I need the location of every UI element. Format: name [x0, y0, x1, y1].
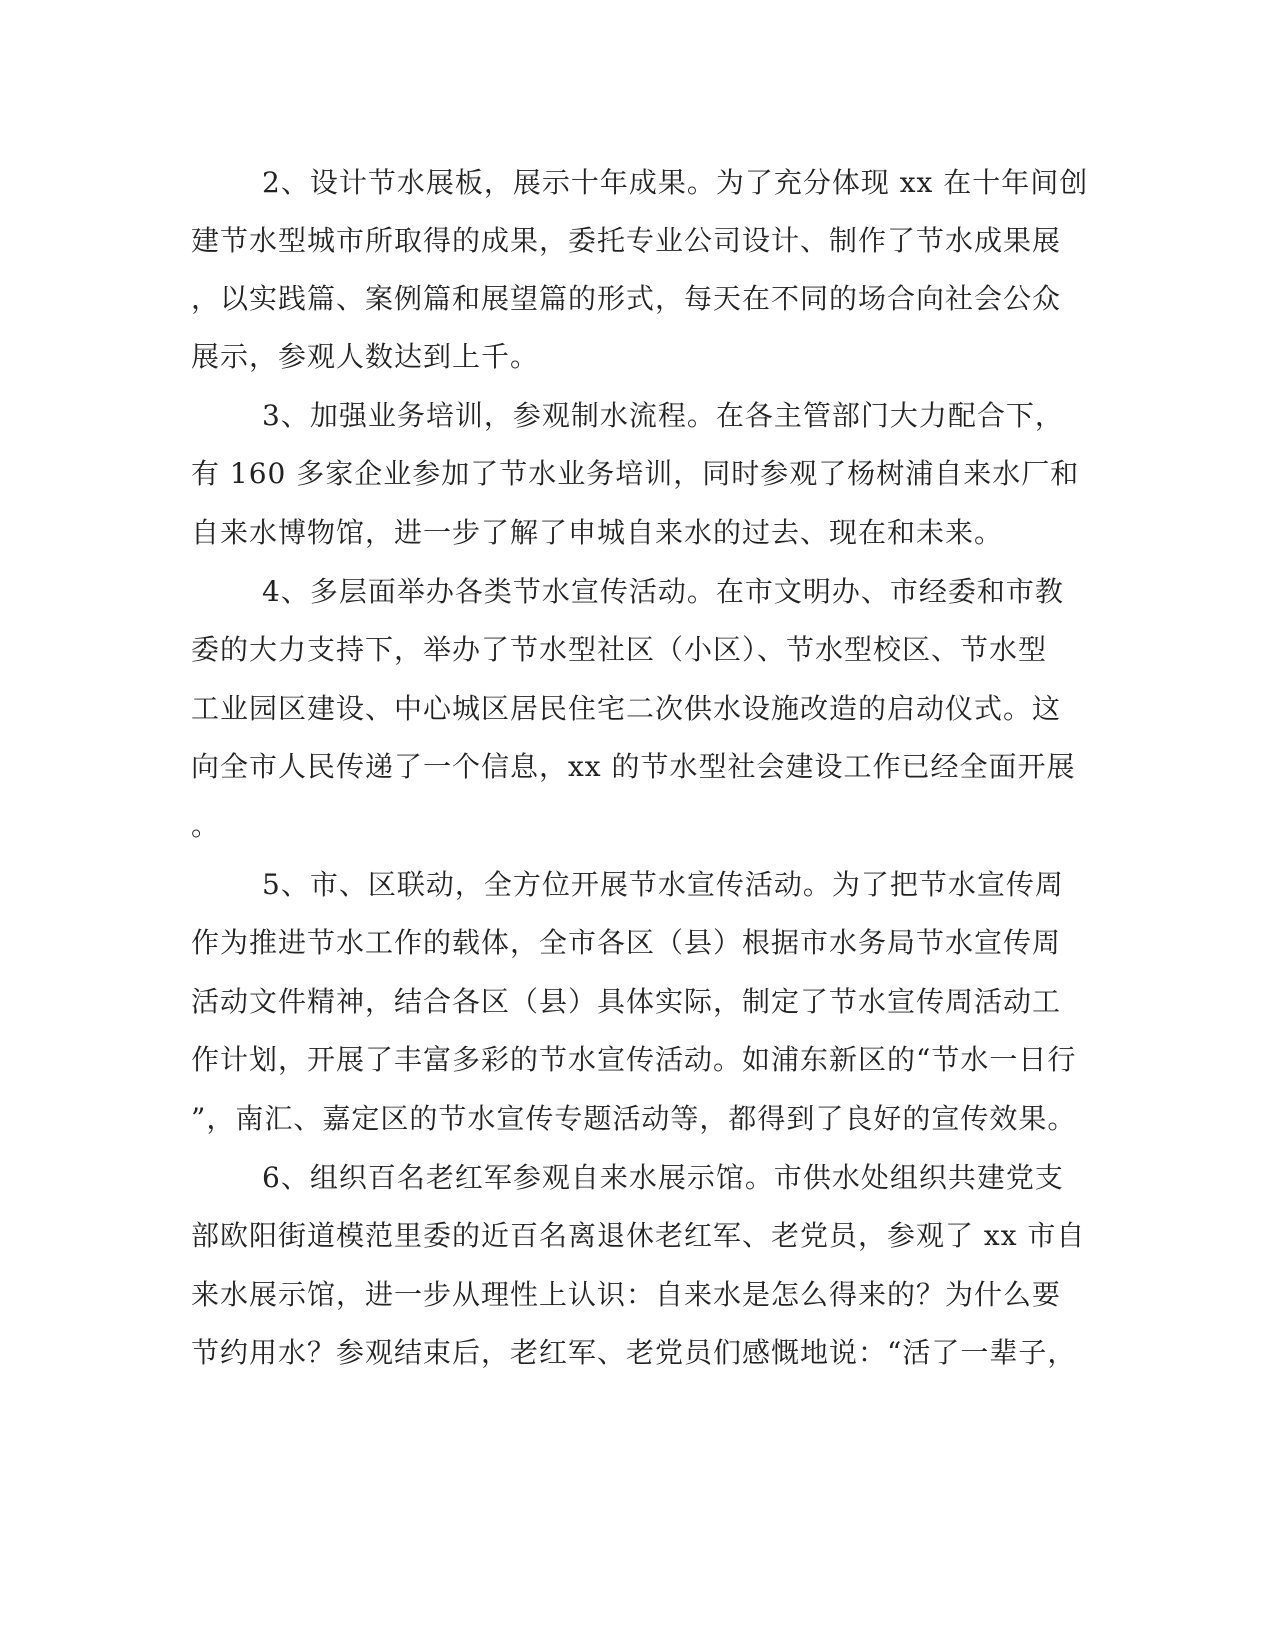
- paragraph-6-line-4: 节约用水？参观结束后，老红军、老党员们感慨地说：“活了一辈子，: [191, 1336, 1077, 1369]
- paragraph-5-line-3: 活动文件精神，结合各区（县）具体实际，制定了节水宣传周活动工: [191, 985, 1062, 1018]
- paragraph-3-line-1: 3、加强业务培训，参观制水流程。在各主管部门大力配合下，: [262, 399, 1064, 432]
- paragraph-4-line-2: 委的大力支持下，举办了节水型社区（小区）、节水型校区、节水型: [191, 633, 1048, 666]
- paragraph-6-line-2: 部欧阳街道模范里委的近百名离退休老红军、老党员，参观了 xx 市自: [191, 1219, 1086, 1252]
- paragraph-5-line-1: 5、市、区联动，全方位开展节水宣传活动。为了把节水宣传周: [262, 868, 1064, 901]
- paragraph-5-line-2: 作为推进节水工作的载体，全市各区（县）根据市水务局节水宣传周: [191, 926, 1062, 959]
- paragraph-3-line-2: 有 160 多家企业参加了节水业务培训，同时参观了杨树浦自来水厂和: [191, 457, 1080, 490]
- paragraph-2-line-3: ，以实践篇、案例篇和展望篇的形式，每天在不同的场合向社会公众: [191, 282, 1062, 315]
- paragraph-3-line-3: 自来水博物馆，进一步了解了申城自来水的过去、现在和未来。: [191, 516, 1004, 549]
- paragraph-4-line-1: 4、多层面举办各类节水宣传活动。在市文明办、市经委和市教: [262, 575, 1064, 608]
- paragraph-2-line-4: 展示，参观人数达到上千。: [191, 340, 540, 373]
- paragraph-2-line-1: 2、设计节水展板，展示十年成果。为了充分体现 xx 在十年间创: [262, 166, 1089, 199]
- paragraph-5-line-5: ”，南汇、嘉定区的节水宣传专题活动等，都得到了良好的宣传效果。: [191, 1102, 1077, 1135]
- paragraph-2-line-2: 建节水型城市所取得的成果，委托专业公司设计、制作了节水成果展: [191, 224, 1062, 257]
- paragraph-4-line-4: 向全市人民传递了一个信息，xx 的节水型社会建设工作已经全面开展: [191, 750, 1076, 783]
- paragraph-5-line-4: 作计划，开展了丰富多彩的节水宣传活动。如浦东新区的“节水一日行: [191, 1043, 1077, 1076]
- paragraph-4-line-3: 工业园区建设、中心城区居民住宅二次供水设施改造的启动仪式。这: [191, 692, 1062, 725]
- paragraph-6-line-3: 来水展示馆，进一步从理性上认识：自来水是怎么得来的？为什么要: [191, 1278, 1062, 1311]
- paragraph-4-line-5: 。: [191, 809, 221, 842]
- paragraph-6-line-1: 6、组织百名老红军参观自来水展示馆。市供水处组织共建党支: [262, 1161, 1064, 1194]
